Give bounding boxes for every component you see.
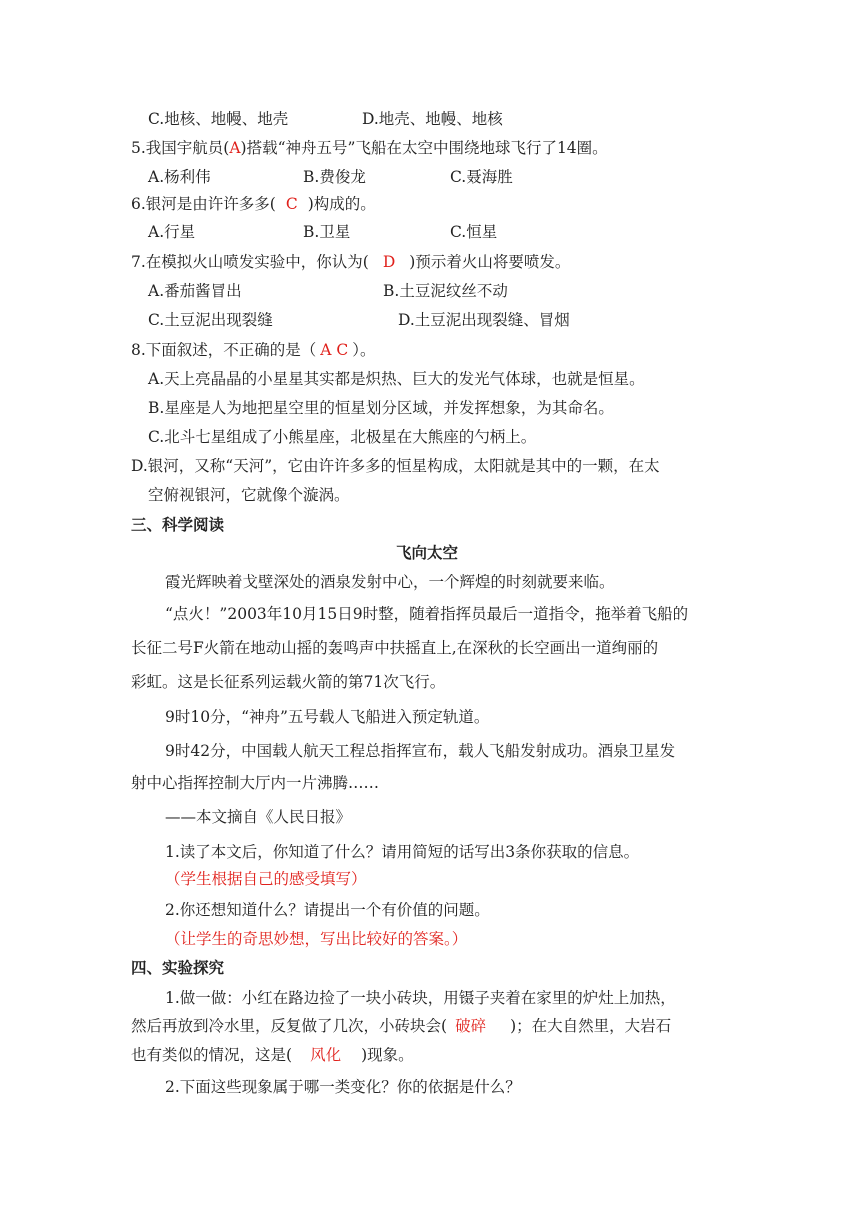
experiment-question-1-line3: 也有类似的情况，这是( 风化 )现象。	[131, 1046, 414, 1064]
q6-option-a: A.行星	[148, 223, 196, 241]
section-4-heading: 四、实验探究	[131, 959, 225, 977]
answer-q7: D	[382, 253, 396, 271]
q8-option-d-line1: D.银河，又称“天河”，它由许许多多的恒星构成，太阳就是其中的一颗，在太	[131, 457, 660, 475]
q8-option-c: C.北斗七星组成了小熊星座，北极星在大熊座的勺柄上。	[148, 428, 537, 446]
article-paragraph-4-line2: 射中心指挥控制大厅内一片沸腾……	[131, 774, 380, 792]
article-paragraph-2-line3: 彩虹。这是长征系列运载火箭的第71次飞行。	[131, 673, 446, 691]
q8-option-b: B.星座是人为地把星空里的恒星划分区域，并发挥想象，为其命名。	[148, 399, 614, 417]
q7-option-d: D.土豆泥出现裂缝、冒烟	[398, 311, 570, 329]
q6-option-c: C.恒星	[450, 223, 498, 241]
article-paragraph-1: 霞光辉映着戈壁深处的酒泉发射中心，一个辉煌的时刻就要来临。	[165, 573, 615, 591]
answer-weathering: 风化	[310, 1046, 342, 1064]
q5-option-b: B.费俊龙	[303, 168, 366, 186]
q5-option-a: A.杨利伟	[148, 168, 211, 186]
q7-option-a: A.番茄酱冒出	[148, 282, 242, 300]
question-7: 7.在模拟火山喷发实验中，你认为( D )预示着火山将要喷发。	[131, 253, 571, 271]
q7-option-c: C.土豆泥出现裂缝	[148, 311, 273, 329]
experiment-question-1-line1: 1.做一做：小红在路边捡了一块小砖块，用镊子夹着在家里的炉灶上加热，	[165, 989, 676, 1007]
reading-question-2: 2.你还想知道什么？请提出一个有价值的问题。	[165, 901, 490, 919]
experiment-question-1-line2: 然后再放到冷水里，反复做了几次，小砖块会( 破碎 )；在大自然里，大岩石	[131, 1017, 672, 1035]
question-6: 6.银河是由许许多多( C )构成的。	[131, 195, 376, 213]
question-8: 8.下面叙述，不正确的是（ A C ）。	[131, 341, 376, 359]
q5-option-c: C.聂海胜	[450, 168, 513, 186]
q6-option-b: B.卫星	[303, 223, 351, 241]
article-paragraph-3: 9时10分，“神舟”五号载人飞船进入预定轨道。	[165, 708, 490, 726]
q7-option-b: B.土豆泥纹丝不动	[383, 282, 508, 300]
q4-option-d: D.地壳、地幔、地核	[362, 110, 503, 128]
q8-option-d-line2: 空俯视银河，它就像个漩涡。	[148, 486, 350, 504]
answer-q5: A	[229, 139, 241, 157]
reading-answer-2: （让学生的奇思妙想，写出比较好的答案。）	[165, 930, 468, 948]
article-title: 飞向太空	[396, 544, 459, 562]
article-paragraph-2-line2: 长征二号F火箭在地动山摇的轰鸣声中扶摇直上,在深秋的长空画出一道绚丽的	[131, 639, 659, 657]
q8-option-a: A.天上亮晶晶的小星星其实都是炽热、巨大的发光气体球，也就是恒星。	[148, 370, 645, 388]
answer-q8: A C	[320, 341, 349, 359]
reading-question-1: 1.读了本文后，你知道了什么？请用简短的话写出3条你获取的信息。	[165, 843, 640, 861]
question-5: 5.我国宇航员(A)搭载“神舟五号”飞船在太空中围绕地球飞行了14圈。	[131, 139, 608, 157]
article-source: ——本文摘自《人民日报》	[165, 808, 352, 826]
article-paragraph-2-line1: “点火！”2003年10月15日9时整，随着指挥员最后一道指令，拖举着飞船的	[165, 605, 689, 623]
answer-break: 破碎	[455, 1017, 487, 1035]
article-paragraph-4-line1: 9时42分，中国载人航天工程总指挥宣布，载人飞船发射成功。酒泉卫星发	[165, 742, 676, 760]
section-3-heading: 三、科学阅读	[131, 516, 225, 534]
experiment-question-2: 2.下面这些现象属于哪一类变化？你的依据是什么？	[165, 1078, 521, 1096]
reading-answer-1: （学生根据自己的感受填写）	[165, 870, 367, 888]
q4-option-c: C.地核、地幔、地壳	[148, 110, 289, 128]
answer-q6: C	[285, 195, 298, 213]
